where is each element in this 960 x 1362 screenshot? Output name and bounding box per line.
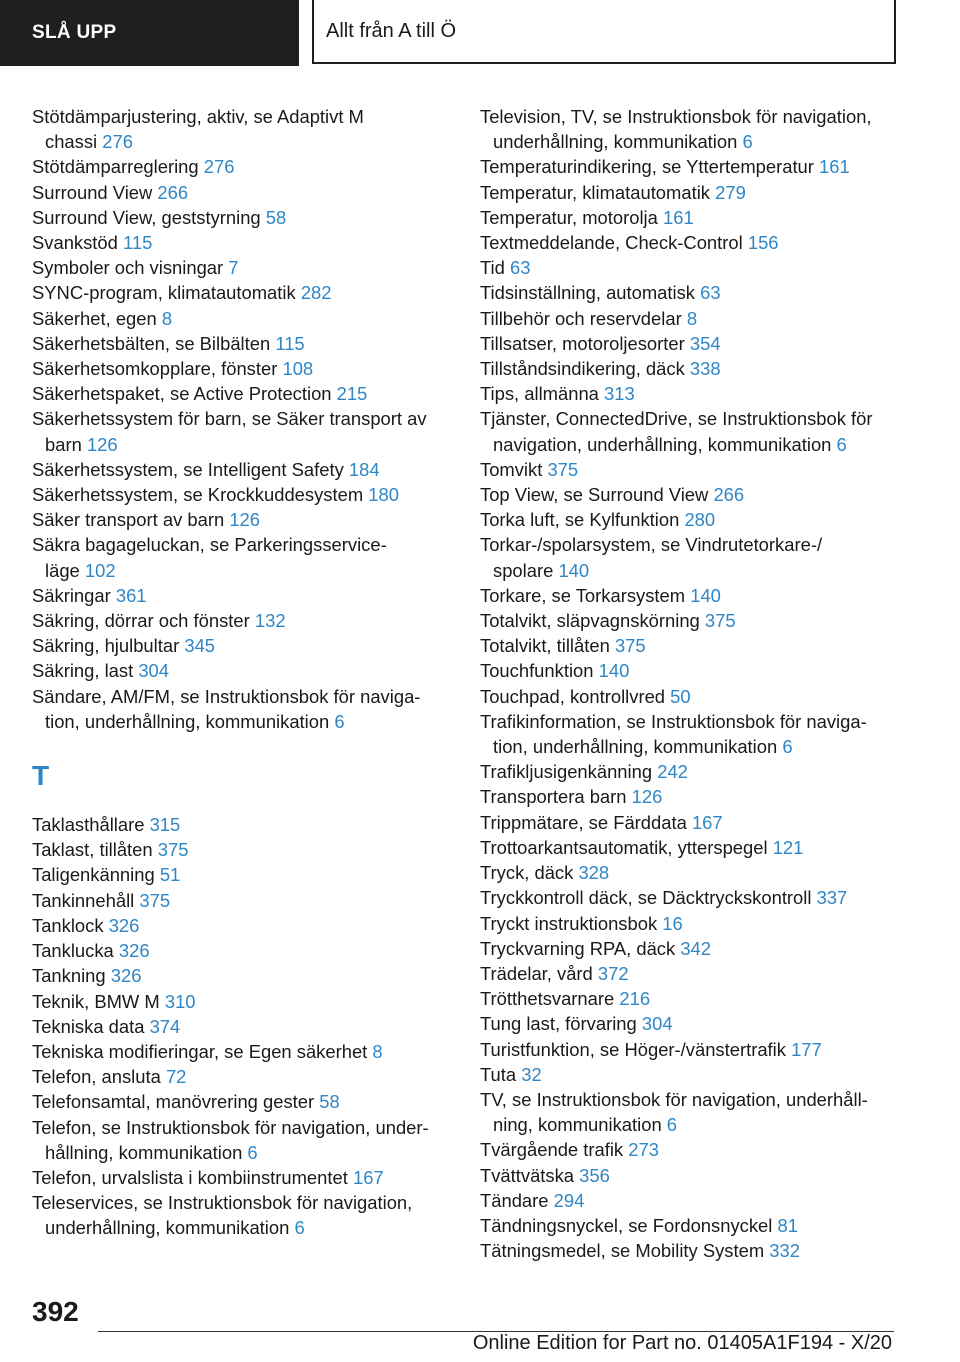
index-entry (32, 1115, 452, 1165)
index-entry-text: Tvärgående trafik (480, 1139, 624, 1161)
index-entry (480, 482, 910, 507)
index-entry (32, 104, 452, 154)
page-reference-link[interactable]: 161 (819, 156, 850, 178)
index-entry-text: Säkerhetspaket, se Active Protection (32, 383, 332, 405)
index-entry (480, 154, 910, 179)
page-reference-link[interactable]: 108 (282, 358, 314, 380)
index-entry (480, 532, 910, 582)
page-reference-link[interactable]: 140 (690, 584, 721, 606)
page-reference-link[interactable]: 8 (372, 1040, 383, 1062)
index-entry (480, 1137, 910, 1162)
index-entry-text: Säkring, hjulbultar (32, 635, 180, 657)
index-entry-text: Säkring, last (32, 660, 134, 682)
index-entry-text: Tid (480, 257, 505, 279)
index-entry-text: Tekniska modifieringar, se Egen säkerhet (32, 1040, 368, 1062)
index-list-t-continued (480, 104, 910, 1263)
page-reference-link[interactable]: 7 (228, 257, 239, 279)
index-entry-text: läge (45, 559, 80, 581)
page-reference-link[interactable]: 63 (700, 282, 721, 304)
index-entry (32, 154, 452, 179)
index-entry (32, 633, 452, 658)
index-entry (32, 1190, 452, 1240)
index-entry-text: Touchpad, kontrollvred (480, 685, 666, 707)
index-entry-text: Temperatur, motorolja (480, 206, 658, 228)
page-reference-link[interactable]: 177 (791, 1038, 822, 1060)
index-entry-text: tion, underhållning, kommunikation (45, 710, 330, 732)
index-entry-text: Tankinnehåll (32, 889, 135, 911)
index-entry-text: Tung last, förvaring (480, 1013, 637, 1035)
page-reference-link[interactable]: 326 (108, 914, 140, 936)
page-reference-link[interactable]: 6 (666, 1114, 678, 1136)
page-reference-link[interactable]: 266 (157, 181, 189, 203)
index-entry-text: Telefon, ansluta (32, 1066, 161, 1088)
index-entry (32, 381, 452, 406)
page-reference-link[interactable]: 345 (184, 635, 216, 657)
index-entry-text: Tillbehör och reservdelar (480, 307, 682, 329)
page-reference-link[interactable]: 8 (686, 307, 698, 329)
page-reference-link[interactable]: 326 (110, 965, 142, 987)
index-entry-text: Säkringar (32, 584, 111, 606)
index-entry-text: Tryckt instruktionsbok (480, 912, 658, 934)
index-entry (32, 255, 452, 280)
index-entry-text: Taligenkänning (32, 864, 155, 886)
index-column-right (480, 104, 910, 1263)
index-entry (32, 888, 452, 913)
footer-edition: Online Edition for Part no. 01405A1F194 - X/20 (472, 1332, 892, 1354)
page-reference-link[interactable]: 16 (662, 912, 683, 934)
index-entry-text: Svankstöd (32, 232, 118, 254)
index-entry-text: Temperaturindikering, se Yttertemperatur (480, 156, 814, 178)
page-reference-link[interactable]: 167 (691, 811, 723, 833)
index-entry-text: Tomvikt (480, 458, 543, 480)
page-reference-link[interactable]: 280 (684, 509, 716, 531)
index-entry-text: Stötdämparreglering (32, 156, 199, 178)
index-entry-text: Taklast, tillåten (32, 839, 153, 861)
index-entry (32, 989, 452, 1014)
index-entry (480, 1238, 910, 1263)
page-reference-link[interactable]: 51 (159, 864, 181, 886)
index-entry-text: underhållning, kommunikation (45, 1217, 290, 1239)
index-entry-text: Säkerhetssystem, se Intelligent Safety (32, 458, 344, 480)
page-reference-link[interactable]: 276 (203, 156, 235, 178)
page-reference-link[interactable]: 273 (628, 1139, 659, 1161)
index-entry-text: Torkare, se Torkarsystem (480, 584, 686, 606)
page-reference-link[interactable]: 184 (348, 458, 380, 480)
index-entry (32, 963, 452, 988)
index-entry (480, 331, 910, 356)
index-entry (480, 1188, 910, 1213)
index-entry-text: spolare (493, 559, 554, 581)
index-entry (480, 709, 910, 759)
index-entry (32, 507, 452, 532)
index-entry-text: Telefonsamtal, manövrering gester (32, 1091, 315, 1113)
index-entry (32, 1064, 452, 1089)
index-entry-text: SYNC-program, klimatautomatik (32, 282, 296, 304)
index-entry-text: hållning, kommunikation (45, 1141, 243, 1163)
index-entry-text: Tryckvarning RPA, däck (480, 937, 676, 959)
index-entry-text: Tanklock (32, 914, 104, 936)
index-entry (480, 457, 910, 482)
index-entry-text: Torka luft, se Kylfunktion (480, 509, 680, 531)
page-reference-link[interactable]: 266 (713, 484, 745, 506)
page-reference-link[interactable]: 215 (336, 383, 368, 405)
index-entry (480, 658, 910, 683)
page-reference-link[interactable]: 126 (86, 433, 118, 455)
page-reference-link[interactable]: 121 (772, 836, 804, 858)
page-reference-link[interactable]: 375 (139, 889, 171, 911)
index-entry (32, 230, 452, 255)
page-header (312, 0, 896, 64)
index-entry-text: Trottoarkantsautomatik, ytterspegel (480, 836, 768, 858)
index-entry (32, 837, 452, 862)
page-reference-link[interactable]: 8 (161, 307, 173, 329)
index-entry (480, 306, 910, 331)
page-reference-link[interactable]: 6 (836, 433, 847, 455)
page-reference-link[interactable]: 81 (777, 1214, 798, 1236)
index-entry-text: Teknik, BMW M (32, 990, 160, 1012)
page-reference-link[interactable]: 375 (157, 839, 189, 861)
index-entry (480, 507, 910, 532)
index-entry (480, 633, 910, 658)
page-reference-link[interactable]: 337 (816, 887, 848, 909)
index-entry (480, 280, 910, 305)
index-entry-text: Säkerhetsbälten, se Bilbälten (32, 332, 271, 354)
page-reference-link[interactable]: 361 (115, 584, 147, 606)
page-reference-link[interactable]: 140 (558, 559, 590, 581)
page-reference-link[interactable]: 6 (742, 131, 753, 153)
page-reference-link[interactable]: 126 (229, 509, 260, 531)
page-reference-link[interactable]: 356 (579, 1164, 610, 1186)
page-title: Allt från A till Ö (326, 19, 457, 42)
index-entry (32, 684, 452, 734)
index-entry-text: Top View, se Surround View (480, 484, 709, 506)
index-entry (32, 205, 452, 230)
index-entry (32, 406, 452, 456)
section-tab-label: SLÅ UPP (32, 22, 117, 43)
page-reference-link[interactable]: 310 (164, 990, 196, 1012)
page-reference-link[interactable]: 58 (319, 1091, 340, 1113)
page-reference-link[interactable]: 161 (662, 206, 694, 228)
page-reference-link[interactable]: 126 (631, 786, 663, 808)
page-reference-link[interactable]: 167 (352, 1166, 384, 1188)
index-entry-text: Surround View, geststyrning (32, 206, 261, 228)
index-entry-text: Textmeddelande, Check-Control (480, 232, 743, 254)
index-entry (32, 1089, 452, 1114)
index-entry (32, 180, 452, 205)
index-entry-text: Teleservices, se Instruktionsbok för navigation, (32, 1192, 413, 1214)
index-entry (480, 381, 910, 406)
index-entry-text: Television, TV, se Instruktionsbok för navigation, (480, 106, 872, 127)
index-list-s (32, 104, 452, 734)
page-reference-link[interactable]: 276 (102, 131, 133, 153)
index-entry (32, 1039, 452, 1064)
index-entry (32, 356, 452, 381)
index-entry (480, 759, 910, 784)
page-reference-link[interactable]: 282 (300, 282, 332, 304)
page-reference-link[interactable]: 375 (704, 610, 736, 632)
index-entry-text: Sändare, AM/FM, se Instruktionsbok för naviga- (32, 685, 421, 707)
index-entry-text: Säkerhet, egen (32, 307, 157, 329)
index-entry (480, 255, 910, 280)
index-entry-text: Tidsinställning, automatisk (480, 282, 695, 304)
index-entry-text: Torkar-/spolarsystem, se Vindrutetorkare-/ (480, 534, 823, 556)
page-reference-link[interactable]: 375 (614, 635, 646, 657)
index-entry-text: Tillsatser, motoroljesorter (480, 332, 685, 354)
index-entry (32, 457, 452, 482)
page-reference-link[interactable]: 140 (598, 660, 630, 682)
index-entry (480, 1087, 910, 1137)
page-reference-link[interactable]: 180 (368, 484, 399, 506)
index-entry (480, 1163, 910, 1188)
index-entry-text: Tankning (32, 965, 106, 987)
index-entry-text: Trötthetsvarnare (480, 988, 615, 1010)
index-entry (32, 862, 452, 887)
index-entry (480, 104, 910, 154)
page-reference-link[interactable]: 332 (769, 1240, 800, 1262)
page-reference-link[interactable]: 115 (123, 232, 153, 254)
index-entry (480, 1037, 910, 1062)
index-entry-text: Tätningsmedel, se Mobility System (480, 1240, 765, 1262)
page-reference-link[interactable]: 313 (604, 383, 635, 405)
index-entry-text: Tips, allmänna (480, 383, 599, 405)
index-entry-text: Tändningsnyckel, se Fordonsnyckel (480, 1214, 773, 1236)
index-entry-text: Trafikljusigenkänning (480, 761, 653, 783)
index-entry-text: Tjänster, ConnectedDrive, se Instruktionsbok för (480, 408, 873, 430)
page-reference-link[interactable]: 304 (138, 660, 170, 682)
index-entry-text: Symboler och visningar (32, 257, 224, 279)
page-reference-link[interactable]: 279 (715, 181, 746, 203)
index-entry (480, 1213, 910, 1238)
index-entry-text: chassi (45, 131, 98, 153)
index-entry (480, 810, 910, 835)
page-reference-link[interactable]: 63 (510, 257, 531, 279)
page-reference-link[interactable]: 6 (334, 710, 345, 732)
page-reference-link[interactable]: 50 (670, 685, 691, 707)
index-entry (480, 205, 910, 230)
index-entry (32, 608, 452, 633)
index-entry-text: Säkerhetsomkopplare, fönster (32, 358, 278, 380)
index-entry-text: Touchfunktion (480, 660, 594, 682)
index-entry-text: Telefon, urvalslista i kombiinstrumentet (32, 1166, 348, 1188)
index-entry (480, 835, 910, 860)
page-reference-link[interactable]: 6 (782, 736, 793, 758)
index-entry-text: Taklasthållare (32, 814, 145, 836)
index-entry (32, 331, 452, 356)
index-entry (480, 860, 910, 885)
index-entry-text: Trafikinformation, se Instruktionsbok för naviga- (480, 710, 867, 732)
index-entry-text: Trippmätare, se Färddata (480, 811, 687, 833)
page-reference-link[interactable]: 375 (547, 458, 579, 480)
page-reference-link[interactable]: 102 (84, 559, 116, 581)
index-entry-text: Tryckkontroll däck, se Däcktryckskontroll (480, 887, 812, 909)
index-entry-text: Tvättvätska (480, 1164, 575, 1186)
section-tab (0, 0, 299, 66)
page-reference-link[interactable]: 372 (597, 962, 629, 984)
index-entry (32, 280, 452, 305)
index-column-left (32, 104, 452, 1241)
index-entry (32, 583, 452, 608)
index-entry-text: Trädelar, vård (480, 962, 593, 984)
index-entry (480, 356, 910, 381)
index-entry-text: Tryck, däck (480, 862, 574, 884)
index-entry (32, 482, 452, 507)
index-entry-text: ning, kommunikation (493, 1114, 662, 1136)
index-entry-text: Totalvikt, tillåten (480, 635, 610, 657)
index-entry (480, 684, 910, 709)
index-entry (480, 986, 910, 1011)
index-entry-text: Säkerhetssystem, se Krockkuddesystem (32, 484, 364, 506)
index-entry-text: Säkerhetssystem för barn, se Säker transport av (32, 408, 427, 430)
index-entry-text: barn (45, 433, 82, 455)
index-entry (480, 784, 910, 809)
page-reference-link[interactable]: 72 (165, 1066, 187, 1088)
index-entry-text: TV, se Instruktionsbok för navigation, underhåll- (480, 1088, 868, 1110)
index-entry-text: Tekniska data (32, 1015, 145, 1037)
page-reference-link[interactable]: 58 (265, 206, 287, 228)
index-entry (32, 532, 452, 582)
page-reference-link[interactable]: 242 (657, 761, 688, 783)
index-entry-text: underhållning, kommunikation (493, 131, 738, 153)
page-reference-link[interactable]: 354 (689, 332, 721, 354)
page-reference-link[interactable]: 156 (747, 232, 779, 254)
page-reference-link[interactable]: 338 (689, 358, 721, 380)
page-reference-link[interactable]: 216 (619, 988, 651, 1010)
index-entry-text: Temperatur, klimatautomatik (480, 181, 710, 203)
index-entry (32, 938, 452, 963)
index-entry (32, 1014, 452, 1039)
index-entry-text: Transportera barn (480, 786, 627, 808)
page-reference-link[interactable]: 132 (254, 610, 286, 632)
index-entry-text: Tillståndsindikering, däck (480, 358, 685, 380)
index-entry (32, 812, 452, 837)
page-reference-link[interactable]: 374 (149, 1015, 181, 1037)
index-list-t (32, 812, 452, 1240)
index-entry-text: Säker transport av barn (32, 509, 225, 531)
index-entry-text: Tanklucka (32, 940, 114, 962)
index-entry (480, 885, 910, 910)
index-entry (480, 406, 910, 456)
index-entry-text: Säkra bagageluckan, se Parkeringsservice- (32, 534, 387, 556)
page-number: 392 (32, 1296, 79, 1327)
index-entry-text: Tuta (480, 1063, 517, 1085)
index-entry-text: Turistfunktion, se Höger-/vänstertrafik (480, 1038, 786, 1060)
page-reference-link[interactable]: 304 (641, 1013, 673, 1035)
page-reference-link[interactable]: 115 (275, 332, 305, 354)
index-entry-text: tion, underhållning, kommunikation (493, 736, 778, 758)
index-entry (32, 306, 452, 331)
page-reference-link[interactable]: 6 (294, 1217, 305, 1239)
index-entry (480, 961, 910, 986)
index-entry-text: Tändare (480, 1189, 549, 1211)
letter-heading: T (32, 760, 50, 792)
index-entry (480, 608, 910, 633)
page-reference-link[interactable]: 326 (118, 940, 150, 962)
index-entry (480, 911, 910, 936)
page-reference-link[interactable]: 32 (521, 1063, 542, 1085)
index-entry (32, 658, 452, 683)
page-reference-link[interactable]: 294 (553, 1189, 585, 1211)
index-entry (32, 913, 452, 938)
page-reference-link[interactable]: 328 (578, 862, 610, 884)
index-entry-text: Stötdämparjustering, aktiv, se Adaptivt M (32, 106, 364, 127)
index-entry (480, 936, 910, 961)
index-entry (480, 583, 910, 608)
page-reference-link[interactable]: 342 (680, 937, 712, 959)
index-entry (480, 1062, 910, 1087)
index-entry-text: Surround View (32, 181, 153, 203)
index-entry (480, 230, 910, 255)
index-entry (480, 180, 910, 205)
index-entry (480, 1011, 910, 1036)
page-reference-link[interactable]: 315 (149, 814, 181, 836)
index-entry-text: Säkring, dörrar och fönster (32, 610, 250, 632)
index-entry (32, 1165, 452, 1190)
index-entry-text: Telefon, se Instruktionsbok för navigation, under- (32, 1116, 429, 1138)
index-entry-text: Totalvikt, släpvagnskörning (480, 610, 700, 632)
page-reference-link[interactable]: 6 (247, 1141, 258, 1163)
index-entry-text: navigation, underhållning, kommunikation (493, 433, 832, 455)
